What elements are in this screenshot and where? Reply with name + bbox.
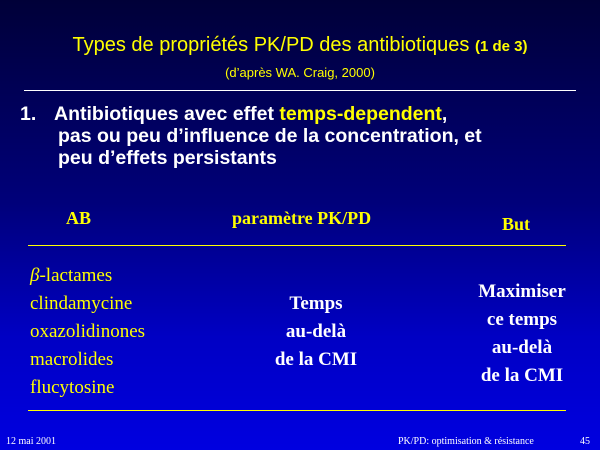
antibiotic-item: clindamycine [30,293,133,314]
point-number: 1. [20,103,37,125]
table-header-divider [28,245,566,246]
slide-title-part: (1 de 3) [474,38,528,55]
antibiotic-item: flucytosine [30,377,115,398]
footer-date: 12 mai 2001 [6,436,56,447]
column-header-but: But [502,214,531,234]
point-line-3: peu d’effets persistants [58,147,277,169]
beta-symbol: β [30,265,40,286]
param-value: Temps au-delà de la CMI [274,293,358,370]
footer-topic: PK/PD: optimisation & résistance [398,436,534,447]
slide-title [0,34,600,57]
column-header-ab: AB [66,208,92,228]
point-text-before: Antibiotiques avec effet [54,103,274,125]
column-header-param: paramètre PK/PD [232,208,372,228]
point-1 [20,103,590,169]
footer-page-number: 45 [580,436,590,447]
table-bottom-divider [28,410,566,411]
point-line-2: pas ou peu d’influence de la concentration, et [58,125,482,147]
antibiotic-item: oxazolidinones [30,321,146,342]
antibiotic-item: β-lactames [30,265,113,286]
slide-title-main: Types de propriétés PK/PD des antibiotiques [72,34,470,56]
slide-subtitle: (d’après WA. Craig, 2000) [225,65,375,80]
antibiotic-item: macrolides [30,349,114,370]
but-value: Maximiser ce temps au-delà de la CMI [478,281,566,386]
antibiotic-list [30,262,145,402]
point-text-after: , [441,103,448,125]
title-divider [24,90,576,91]
point-highlight: temps-dependent [279,103,442,125]
